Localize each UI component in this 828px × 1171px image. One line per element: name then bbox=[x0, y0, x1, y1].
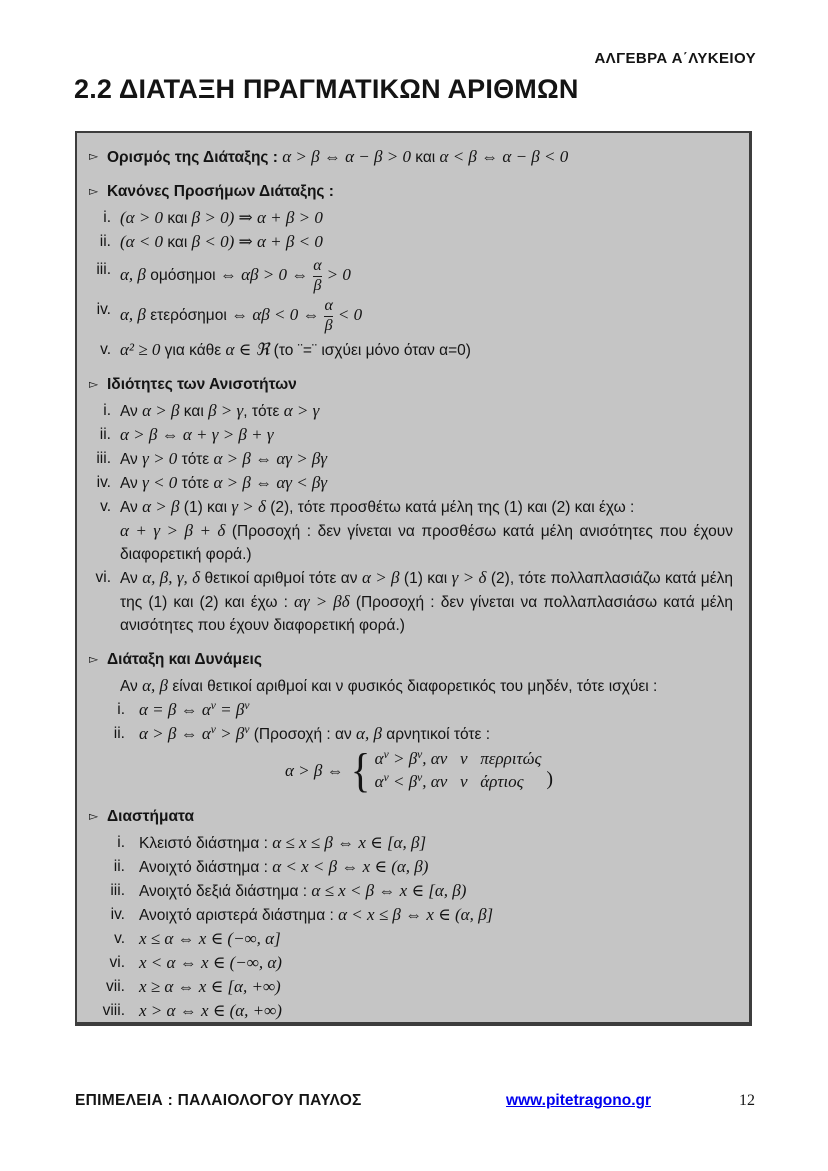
item-number: i. bbox=[117, 834, 125, 851]
item-number: ii. bbox=[99, 426, 111, 443]
list-item bbox=[89, 855, 733, 879]
item-number: iv. bbox=[110, 906, 125, 923]
item-number: v. bbox=[100, 498, 111, 515]
footer-credit: ΕΠΙΜΕΛΕΙΑ : ΠΑΛΑΙΟΛΟΓΟΥ ΠΑΥΛΟΣ bbox=[75, 1092, 362, 1109]
list-item bbox=[89, 927, 733, 951]
item-text: α > β ⇔ $\alpha^\nu > \beta^\nu$ (Προσοχή : αν α, β αρνητικοί τότε : bbox=[139, 724, 491, 743]
item-text: Αν γ < 0 τότε α > β ⇔ αγ < βγ bbox=[120, 473, 328, 492]
content-box bbox=[75, 131, 752, 1026]
cases-even-line: $\alpha^\nu < \beta^\nu$, αν ν άρτιος bbox=[374, 772, 524, 791]
item-text: Αν α > β και β > γ, τότε α > γ bbox=[120, 401, 320, 420]
section-heading-text: Κανόνες Προσήμων Διάταξης : bbox=[107, 183, 334, 200]
arrow-bullet-icon: ▻ bbox=[89, 184, 99, 198]
section-heading-text: Ιδιότητες των Ανισοτήτων bbox=[107, 376, 297, 393]
item-text: α, β ομόσημοι ⇔ αβ > 0 ⇔ $\frac{\alpha}{\beta}$ > 0 bbox=[120, 257, 351, 294]
item-number: iii. bbox=[96, 450, 111, 467]
section-heading-text: Διαστήματα bbox=[107, 808, 194, 825]
item-number: iv. bbox=[96, 301, 111, 318]
arrow-bullet-icon: ▻ bbox=[89, 809, 99, 823]
item-text: α² ≥ 0 για κάθε α ∈ ℜ (το ¨=¨ ισχύει μόνο όταν α=0) bbox=[120, 340, 471, 359]
list-item bbox=[89, 722, 733, 746]
item-continuation: α + γ > β + δ (Προσοχή : δεν γίνεται να προσθέσω κατά μέλη ανισότητες που έχουν διαφορετική φορά.) bbox=[120, 521, 733, 563]
list-item bbox=[89, 258, 733, 294]
item-text: x < α ⇔ x ∈ (−∞, α) bbox=[139, 953, 282, 972]
list-item bbox=[89, 471, 733, 495]
item-number: i. bbox=[117, 701, 125, 718]
section-definition bbox=[89, 145, 733, 169]
list-item bbox=[89, 447, 733, 471]
list-item bbox=[89, 999, 733, 1023]
list-item bbox=[89, 951, 733, 975]
item-line: Αν α > β (1) και γ > δ (2), τότε προσθέτω κατά μέλη της (1) και (2) και έχω : bbox=[120, 497, 635, 516]
arrow-bullet-icon: ▻ bbox=[89, 377, 99, 391]
item-text: x ≥ α ⇔ x ∈ [α, +∞) bbox=[139, 977, 281, 996]
arrow-bullet-icon: ▻ bbox=[89, 652, 99, 666]
item-text: Κλειστό διάστημα : α ≤ x ≤ β ⇔ x ∈ [α, β] bbox=[139, 833, 427, 852]
list-item bbox=[89, 298, 733, 334]
item-text: Ανοιχτό διάστημα : α < x < β ⇔ x ∈ (α, β) bbox=[139, 857, 429, 876]
section-heading bbox=[89, 805, 733, 828]
cases-lhs: α > β ⇔ bbox=[285, 760, 344, 780]
list-item bbox=[89, 566, 733, 637]
section-heading bbox=[89, 373, 733, 396]
item-number: viii. bbox=[102, 1002, 125, 1019]
item-number: v. bbox=[114, 930, 125, 947]
item-text: (α < 0 και β < 0) ⇒ α + β < 0 bbox=[120, 232, 323, 251]
cases-odd-line: $\alpha^\nu > \beta^\nu$, αν ν περριτώς bbox=[374, 749, 542, 768]
list-item bbox=[89, 698, 733, 722]
footer bbox=[75, 1092, 755, 1110]
list-item bbox=[89, 975, 733, 999]
section-heading bbox=[89, 648, 733, 671]
section-heading-text: Διάταξη και Δυνάμεις bbox=[107, 651, 262, 668]
item-number: vi. bbox=[95, 569, 111, 586]
list-item bbox=[89, 495, 733, 566]
item-text: x > α ⇔ x ∈ (α, +∞) bbox=[139, 1001, 282, 1020]
list-item bbox=[89, 338, 733, 362]
section-intro: Αν α, β είναι θετικοί αριθμοί και ν φυσικός διαφορετικός του μηδέν, τότε ισχύει : bbox=[120, 676, 658, 695]
section-order-and-powers bbox=[89, 648, 733, 798]
item-text: Αν α, β, γ, δ θετικοί αριθμοί τότε αν α > β (1) και γ > δ (2), τότε πολλαπλασιάζω κατά μέλη της (1) και (2) και έχω : αγ > βδ (Προσοχή : δεν γίνεται να πολλαπλασιάσω κατά μέλη ανισότητες που έχουν διαφορετική φορά.) bbox=[120, 568, 734, 634]
list-item bbox=[89, 903, 733, 927]
item-text: (α > 0 και β > 0) ⇒ α + β > 0 bbox=[120, 208, 323, 227]
item-text: Ανοιχτό αριστερά διάστημα : α < x ≤ β ⇔ x ∈ (α, β] bbox=[139, 905, 494, 924]
item-text: x ≤ α ⇔ x ∈ (−∞, α] bbox=[139, 929, 281, 948]
section-heading bbox=[89, 180, 733, 203]
definition-line: Ορισμός της Διάταξης : α > β ⇔ α − β > 0 και α < β ⇔ α − β < 0 bbox=[107, 147, 569, 166]
item-number: v. bbox=[100, 341, 111, 358]
section-inequality-properties bbox=[89, 373, 733, 637]
course-header: ΑΛΓΕΒΡΑ Α΄ΛΥΚΕΙΟΥ bbox=[594, 50, 756, 67]
page-title: 2.2 ΔΙΑΤΑΞΗ ΠΡΑΓΜΑΤΙΚΩΝ ΑΡΙΘΜΩΝ bbox=[74, 74, 579, 104]
item-text: Ανοιχτό δεξιά διάστημα : α ≤ x < β ⇔ x ∈ [α, β) bbox=[139, 881, 467, 900]
item-number: ii. bbox=[113, 858, 125, 875]
list-item bbox=[89, 230, 733, 254]
item-number: iv. bbox=[96, 474, 111, 491]
item-number: vii. bbox=[106, 978, 125, 995]
section-heading bbox=[89, 145, 733, 169]
footer-link[interactable]: www.pitetragono.gr bbox=[506, 1092, 651, 1109]
item-number: iii. bbox=[96, 261, 111, 278]
item-number: i. bbox=[103, 402, 111, 419]
item-number: iii. bbox=[110, 882, 125, 899]
cases-column bbox=[375, 748, 542, 794]
list-item bbox=[89, 879, 733, 903]
page-number: 12 bbox=[739, 1092, 755, 1109]
item-text: α = β ⇔ $\alpha^\nu = \beta^\nu$ bbox=[139, 700, 250, 719]
item-number: i. bbox=[103, 209, 111, 226]
left-brace: { bbox=[350, 744, 370, 798]
item-number: ii. bbox=[99, 233, 111, 250]
item-number: ii. bbox=[113, 725, 125, 742]
list-item bbox=[89, 206, 733, 230]
list-item bbox=[89, 423, 733, 447]
list-item bbox=[89, 399, 733, 423]
item-number: vi. bbox=[109, 954, 125, 971]
section-sign-rules bbox=[89, 180, 733, 362]
section-intervals bbox=[89, 805, 733, 1023]
item-text: Αν γ > 0 τότε α > β ⇔ αγ > βγ bbox=[120, 449, 328, 468]
item-text: α, β ετερόσημοι ⇔ αβ < 0 ⇔ $\frac{\alpha}{\beta}$ < 0 bbox=[120, 297, 363, 334]
arrow-bullet-icon: ▻ bbox=[89, 149, 99, 163]
list-item bbox=[89, 831, 733, 855]
item-text bbox=[120, 495, 733, 566]
cases-formula bbox=[285, 744, 733, 798]
item-text: α > β ⇔ α + γ > β + γ bbox=[120, 425, 274, 444]
closing-paren: ) bbox=[546, 768, 554, 790]
